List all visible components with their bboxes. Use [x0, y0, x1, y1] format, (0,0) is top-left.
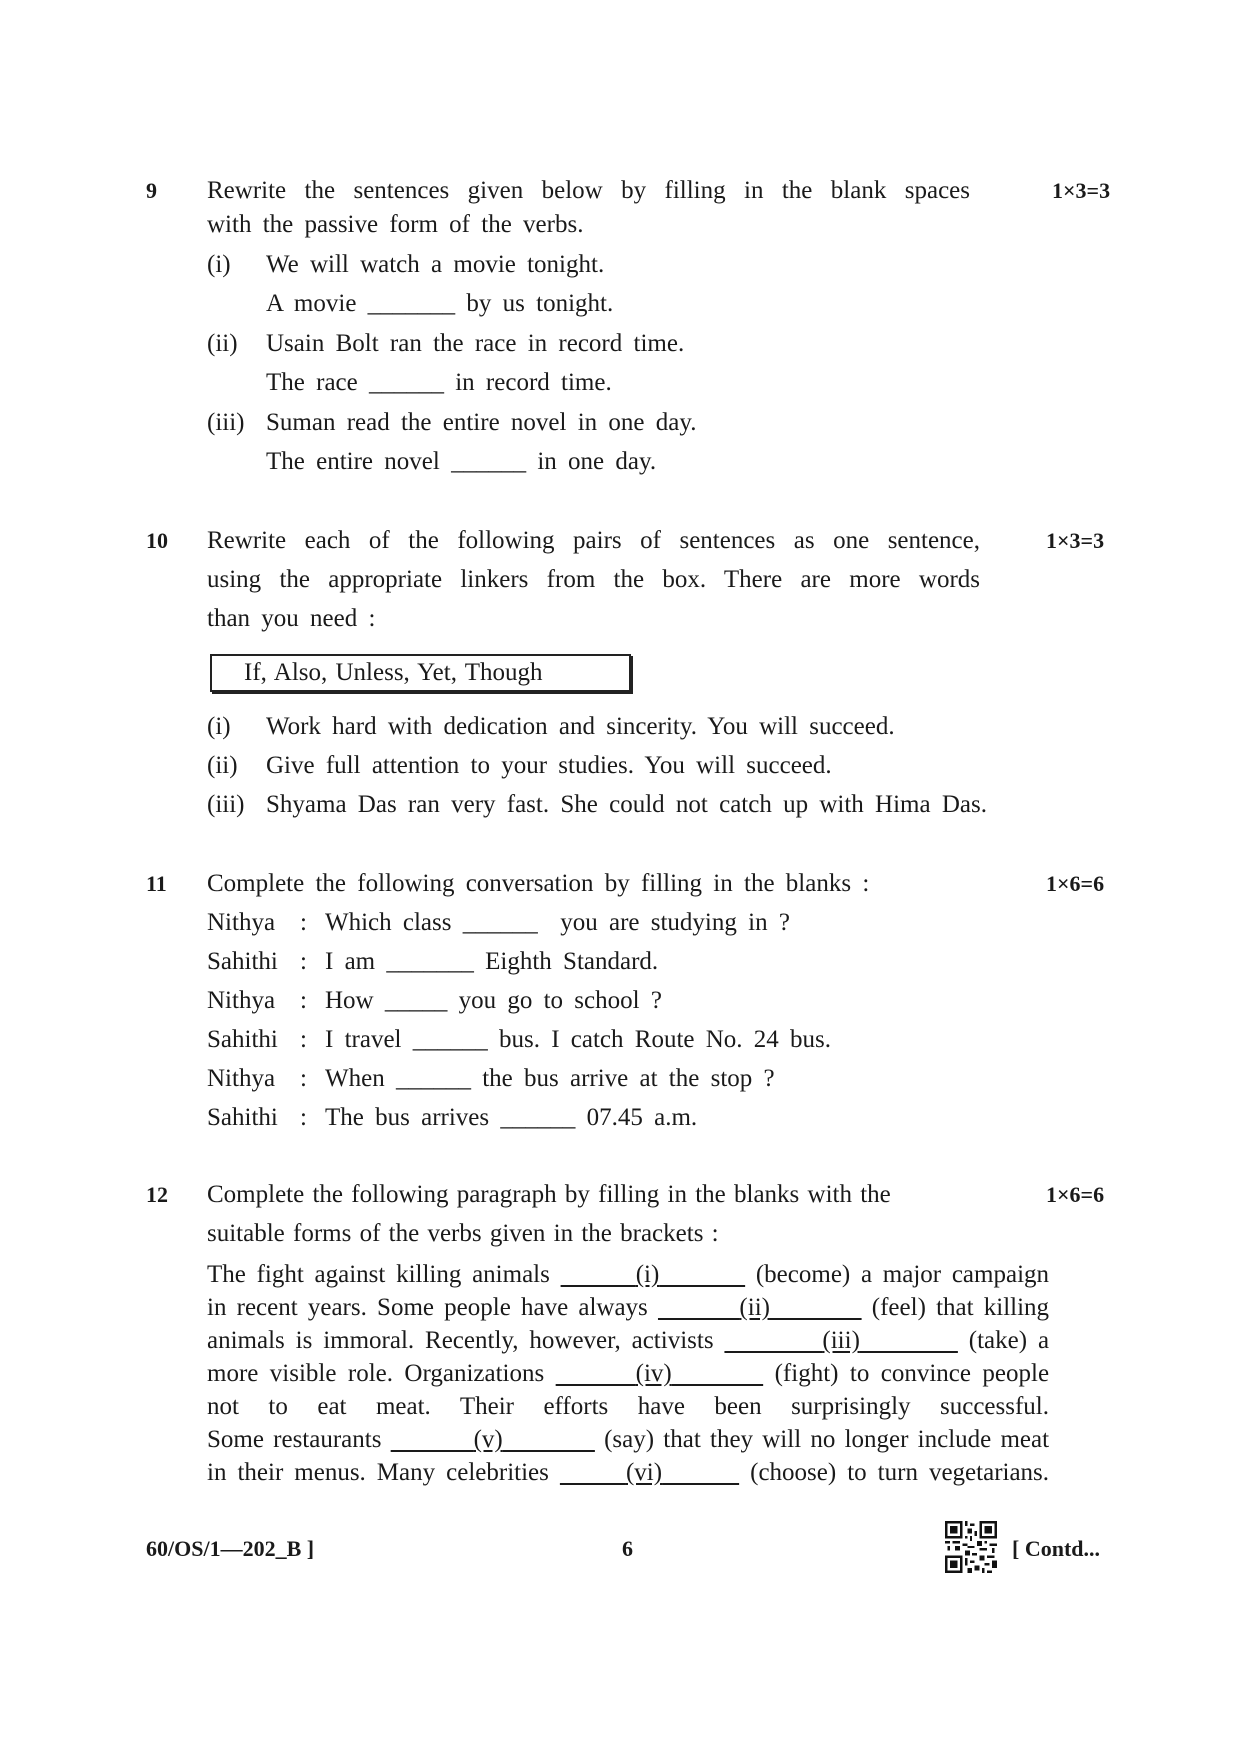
q10-instruction-line1: Rewrite each of the following pairs of sentences as one sentence,: [207, 527, 980, 554]
prompt-before: The race: [266, 369, 358, 396]
q9-marks: 1×3=3: [1052, 178, 1111, 203]
answer-blank[interactable]: ______: [500, 1104, 576, 1131]
q10-instruction-line2: using the appropriate linkers from the box. There are more words: [207, 566, 980, 593]
speaker-name: Sahithi: [207, 948, 278, 975]
paper-code: 60/OS/1—202_B ]: [146, 1536, 315, 1561]
line-after: bus. I catch Route No. 24 bus.: [498, 1026, 832, 1053]
paragraph-line: [207, 1328, 1049, 1353]
text: in their menus. Many celebrities: [207, 1459, 549, 1486]
blank-v[interactable]: [391, 1426, 595, 1453]
text: more visible role. Organizations: [207, 1360, 545, 1387]
page-number: 6: [622, 1536, 633, 1561]
text: (become) a major campaign: [755, 1261, 1050, 1288]
conversation-line: [325, 1027, 831, 1052]
prompt-after: in one day.: [537, 448, 657, 475]
q10-item-text: Work hard with dedication and sincerity. You will succeed.: [266, 713, 895, 740]
conversation-line: [325, 988, 662, 1013]
line-before: I travel: [325, 1026, 402, 1053]
q9-number: 9: [146, 178, 157, 203]
answer-blank[interactable]: ______: [462, 909, 538, 936]
text: animals is immoral. Recently, however, activists: [207, 1327, 714, 1354]
speaker-colon: :: [300, 948, 307, 975]
answer-blank[interactable]: ______: [412, 1026, 488, 1053]
conversation-line: [325, 1066, 775, 1091]
line-before: Which class: [325, 909, 452, 936]
linkers-box: If, Also, Unless, Yet, Though: [210, 654, 631, 692]
continued-label: [ Contd...: [1012, 1536, 1101, 1561]
blank-iv[interactable]: [556, 1360, 764, 1387]
line-before: How: [325, 987, 374, 1014]
q9-instruction-line1: Rewrite the sentences given below by filling in the blank spaces: [207, 177, 970, 204]
qr-code-icon: [945, 1521, 997, 1573]
prompt-after: by us tonight.: [466, 290, 614, 317]
blank-ii[interactable]: [658, 1294, 862, 1321]
answer-blank[interactable]: _____: [384, 987, 448, 1014]
paragraph-line: not to eat meat. Their efforts have been surprisingly successful.: [207, 1393, 1049, 1420]
paragraph-line: [207, 1262, 1049, 1287]
speaker-colon: :: [300, 1026, 307, 1053]
line-after: 07.45 a.m.: [586, 1104, 698, 1131]
q10-item-label: (i): [207, 713, 231, 740]
blank-i[interactable]: [561, 1261, 746, 1288]
conversation-line: [325, 910, 790, 935]
paragraph-line: [207, 1427, 1049, 1452]
text: in recent years. Some people have always: [207, 1294, 648, 1321]
conversation-line: [325, 949, 658, 974]
q9-item-label: (i): [207, 251, 231, 278]
text: The fight against killing animals: [207, 1261, 550, 1288]
q9-item-label: (iii): [207, 409, 245, 436]
q11-marks: 1×6=6: [1046, 871, 1105, 896]
q11-instruction: Complete the following conversation by filling in the blanks :: [207, 870, 870, 897]
line-after: you are studying in ?: [560, 909, 790, 936]
q10-number: 10: [146, 528, 168, 553]
text: (take) a: [968, 1327, 1050, 1354]
blank-label: (i): [635, 1261, 660, 1288]
speaker-colon: :: [300, 1065, 307, 1092]
speaker-name: Nithya: [207, 909, 276, 936]
q10-item-text: Give full attention to your studies. You will succeed.: [266, 752, 832, 779]
conversation-line: [325, 1105, 697, 1130]
q10-item-label: (iii): [207, 791, 245, 818]
q12-instruction-line2: suitable forms of the verbs given in the brackets :: [207, 1220, 719, 1247]
text: (feel) that killing: [871, 1294, 1050, 1321]
paragraph-line: [207, 1295, 1049, 1320]
speaker-name: Sahithi: [207, 1104, 278, 1131]
answer-blank[interactable]: _______: [386, 948, 474, 975]
text: (fight) to convince people: [774, 1360, 1050, 1387]
blank-iii[interactable]: [724, 1327, 957, 1354]
answer-blank[interactable]: _______: [367, 290, 456, 317]
q9-item-sentence: Suman read the entire novel in one day.: [266, 409, 697, 436]
paragraph-line: [207, 1361, 1049, 1386]
text: (choose) to turn vegetarians.: [750, 1459, 1050, 1486]
answer-blank[interactable]: ______: [368, 369, 444, 396]
answer-blank[interactable]: ______: [395, 1065, 471, 1092]
blank-label: (v): [473, 1426, 503, 1453]
line-after: Eighth Standard.: [485, 948, 659, 975]
q9-instruction-line2: with the passive form of the verbs.: [207, 211, 584, 238]
prompt-after: in record time.: [455, 369, 612, 396]
line-after: you go to school ?: [458, 987, 662, 1014]
q11-number: 11: [146, 871, 167, 896]
q12-instruction-line1: Complete the following paragraph by filling in the blanks with the: [207, 1181, 891, 1208]
speaker-colon: :: [300, 909, 307, 936]
speaker-colon: :: [300, 1104, 307, 1131]
speaker-colon: :: [300, 987, 307, 1014]
q10-item-text: Shyama Das ran very fast. She could not catch up with Hima Das.: [266, 791, 987, 818]
q9-item-sentence: Usain Bolt ran the race in record time.: [266, 330, 685, 357]
blank-label: (ii): [739, 1294, 770, 1321]
blank-vi[interactable]: [560, 1459, 739, 1486]
prompt-before: The entire novel: [266, 448, 440, 475]
q10-marks: 1×3=3: [1046, 528, 1105, 553]
q10-instruction-line3: than you need :: [207, 605, 376, 632]
q9-item-prompt: [266, 291, 613, 316]
speaker-name: Nithya: [207, 987, 276, 1014]
blank-label: (iii): [822, 1327, 860, 1354]
paragraph-line: [207, 1460, 1049, 1485]
answer-blank[interactable]: ______: [451, 448, 527, 475]
q9-item-sentence: We will watch a movie tonight.: [266, 251, 605, 278]
q10-item-label: (ii): [207, 752, 238, 779]
q9-item-label: (ii): [207, 330, 238, 357]
speaker-name: Nithya: [207, 1065, 276, 1092]
blank-label: (iv): [635, 1360, 672, 1387]
q12-marks: 1×6=6: [1046, 1182, 1105, 1207]
line-before: When: [325, 1065, 385, 1092]
line-after: the bus arrive at the stop ?: [482, 1065, 775, 1092]
line-before: I am: [325, 948, 376, 975]
q9-item-prompt: [266, 449, 656, 474]
q12-number: 12: [146, 1182, 168, 1207]
text: (say) that they will no longer include meat: [604, 1426, 1050, 1453]
prompt-before: A movie: [266, 290, 357, 317]
blank-label: (vi): [625, 1459, 663, 1486]
q9-item-prompt: [266, 370, 612, 395]
text: Some restaurants: [207, 1426, 382, 1453]
speaker-name: Sahithi: [207, 1026, 278, 1053]
line-before: The bus arrives: [325, 1104, 490, 1131]
